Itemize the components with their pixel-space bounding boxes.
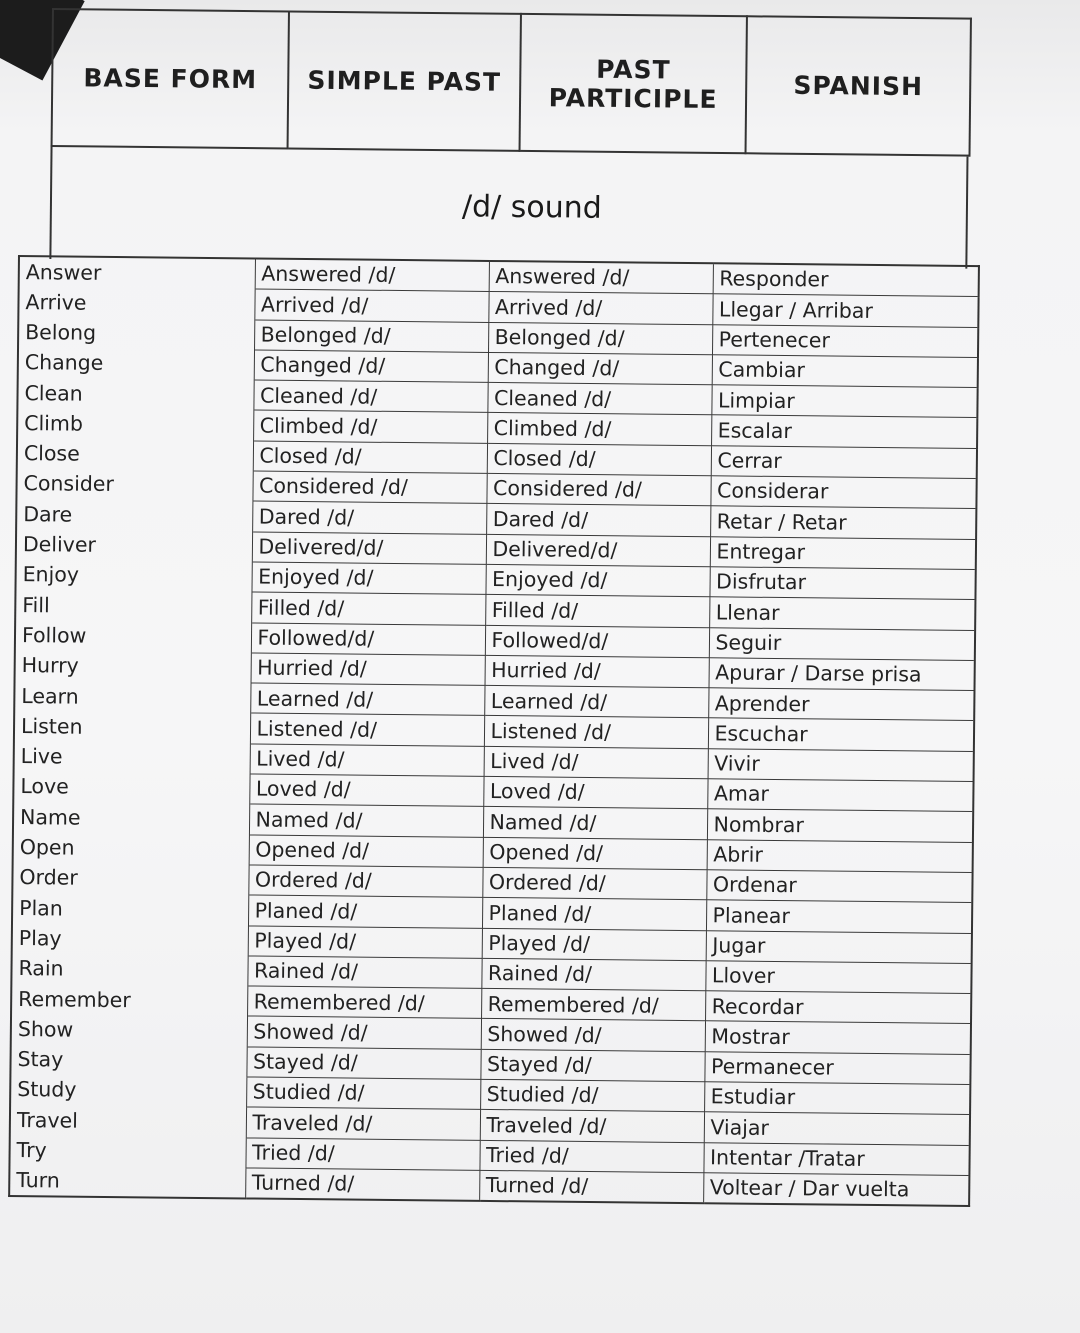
base-form-cell: Follow	[15, 620, 251, 653]
simple-past-cell: Listened /d/	[250, 713, 484, 746]
simple-past-cell: Hurried /d/	[251, 653, 485, 686]
spanish-cell: Considerar	[710, 476, 976, 509]
base-form-cell: Order	[12, 862, 248, 895]
base-form-cell: Name	[13, 802, 249, 835]
past-participle-cell: Listened /d/	[484, 716, 708, 749]
base-form-cell: Belong	[18, 317, 254, 350]
header-row	[52, 9, 971, 156]
simple-past-cell: Filled /d/	[251, 592, 485, 625]
past-participle-cell: Played /d/	[482, 928, 706, 961]
simple-past-cell: Dared /d/	[252, 501, 486, 534]
past-participle-cell: Lived /d/	[484, 746, 708, 779]
past-participle-cell: Stayed /d/	[480, 1049, 704, 1082]
section-title: /d/ sound	[461, 189, 602, 226]
section-row	[49, 147, 968, 269]
past-participle-cell: Rained /d/	[481, 958, 705, 991]
simple-past-cell: Turned /d/	[245, 1168, 479, 1201]
base-form-cell: Dare	[16, 499, 252, 532]
spanish-cell: Llenar	[709, 597, 975, 630]
spanish-cell: Retar / Retar	[710, 506, 976, 539]
spanish-cell: Limpiar	[711, 385, 977, 418]
base-form-cell: Listen	[14, 711, 250, 744]
header-base-form: BASE FORM	[52, 9, 289, 148]
header-table	[51, 8, 972, 157]
simple-past-cell: Showed /d/	[247, 1016, 481, 1049]
worksheet	[49, 8, 970, 269]
simple-past-cell: Remembered /d/	[247, 986, 481, 1019]
spanish-cell: Aprender	[708, 688, 974, 721]
spanish-cell: Llegar / Arribar	[712, 294, 978, 327]
spanish-cell: Recordar	[705, 991, 971, 1024]
base-form-cell: Open	[13, 832, 249, 865]
spanish-cell: Disfrutar	[709, 567, 975, 600]
simple-past-cell: Tried /d/	[245, 1138, 479, 1171]
simple-past-cell: Closed /d/	[253, 441, 487, 474]
spanish-cell: Pertenecer	[712, 324, 978, 357]
base-form-cell: Answer	[19, 256, 255, 289]
simple-past-cell: Played /d/	[248, 925, 482, 958]
simple-past-cell: Learned /d/	[250, 683, 484, 716]
simple-past-cell: Arrived /d/	[254, 289, 488, 322]
base-form-cell: Rain	[11, 953, 247, 986]
past-participle-cell: Turned /d/	[479, 1170, 703, 1203]
spanish-cell: Mostrar	[705, 1021, 971, 1054]
base-form-cell: Close	[17, 438, 253, 471]
past-participle-cell: Learned /d/	[484, 686, 708, 719]
base-form-cell: Plan	[12, 893, 248, 926]
spanish-cell: Llover	[705, 961, 971, 994]
past-participle-cell: Enjoyed /d/	[485, 564, 709, 597]
simple-past-cell: Rained /d/	[247, 956, 481, 989]
simple-past-cell: Enjoyed /d/	[251, 562, 485, 595]
base-form-cell: Clean	[17, 378, 253, 411]
past-participle-cell: Opened /d/	[483, 837, 707, 870]
past-participle-cell: Considered /d/	[486, 473, 710, 506]
spanish-cell: Cerrar	[711, 446, 977, 479]
spanish-cell: Ordenar	[706, 870, 972, 903]
spanish-cell: Jugar	[706, 930, 972, 963]
base-form-cell: Change	[18, 347, 254, 380]
past-participle-cell: Studied /d/	[480, 1079, 704, 1112]
past-participle-cell: Tried /d/	[479, 1140, 703, 1173]
base-form-cell: Study	[10, 1074, 246, 1107]
past-participle-cell: Remembered /d/	[481, 989, 705, 1022]
past-participle-cell: Answered /d/	[489, 261, 713, 294]
simple-past-cell: Answered /d/	[255, 258, 489, 291]
base-form-cell: Turn	[9, 1165, 245, 1198]
past-participle-cell: Loved /d/	[483, 776, 707, 809]
simple-past-cell: Named /d/	[249, 804, 483, 837]
base-form-cell: Remember	[11, 984, 247, 1017]
spanish-cell: Entregar	[710, 536, 976, 569]
spanish-cell: Planear	[706, 900, 972, 933]
simple-past-cell: Loved /d/	[249, 774, 483, 807]
past-participle-cell: Traveled /d/	[480, 1110, 704, 1143]
simple-past-cell: Climbed /d/	[253, 410, 487, 443]
simple-past-cell: Stayed /d/	[246, 1047, 480, 1080]
header-spanish: SPANISH	[746, 16, 971, 155]
base-form-cell: Learn	[14, 681, 250, 714]
past-participle-cell: Planed /d/	[482, 898, 706, 931]
past-participle-cell: Cleaned /d/	[487, 383, 711, 416]
verb-table	[8, 255, 980, 1207]
past-participle-cell: Delivered/d/	[486, 534, 710, 567]
simple-past-cell: Followed/d/	[251, 623, 485, 656]
spanish-cell: Abrir	[707, 839, 973, 872]
base-form-cell: Play	[12, 923, 248, 956]
base-form-cell: Fill	[15, 590, 251, 623]
base-form-cell: Stay	[10, 1044, 246, 1077]
spanish-cell: Cambiar	[712, 355, 978, 388]
base-form-cell: Travel	[10, 1105, 246, 1138]
spanish-cell: Vivir	[708, 749, 974, 782]
base-form-cell: Show	[11, 1014, 247, 1047]
base-form-cell: Try	[9, 1135, 245, 1168]
simple-past-cell: Studied /d/	[246, 1077, 480, 1110]
base-form-cell: Enjoy	[15, 559, 251, 592]
past-participle-cell: Named /d/	[483, 807, 707, 840]
header-simple-past: SIMPLE PAST	[288, 11, 521, 150]
spanish-cell: Permanecer	[704, 1051, 970, 1084]
header-past-participle: PAST PARTICIPLE	[520, 14, 747, 153]
spanish-cell: Amar	[707, 779, 973, 812]
simple-past-cell: Belonged /d/	[254, 320, 488, 353]
simple-past-cell: Delivered/d/	[252, 532, 486, 565]
past-participle-cell: Followed/d/	[485, 625, 709, 658]
past-participle-cell: Arrived /d/	[488, 292, 712, 325]
past-participle-cell: Filled /d/	[485, 595, 709, 628]
simple-past-cell: Cleaned /d/	[253, 380, 487, 413]
simple-past-cell: Traveled /d/	[246, 1107, 480, 1140]
spanish-cell: Viajar	[704, 1112, 970, 1145]
past-participle-cell: Climbed /d/	[487, 413, 711, 446]
base-form-cell: Climb	[17, 408, 253, 441]
spanish-cell: Responder	[713, 263, 979, 297]
past-participle-cell: Hurried /d/	[485, 655, 709, 688]
past-participle-cell: Changed /d/	[488, 352, 712, 385]
simple-past-cell: Opened /d/	[249, 835, 483, 868]
spanish-cell: Estudiar	[704, 1082, 970, 1115]
past-participle-cell: Dared /d/	[486, 504, 710, 537]
spanish-cell: Nombrar	[707, 809, 973, 842]
spanish-cell: Escalar	[711, 415, 977, 448]
spanish-cell: Voltear / Dar vuelta	[703, 1173, 969, 1207]
base-form-cell: Love	[13, 772, 249, 805]
base-form-cell: Arrive	[18, 287, 254, 320]
spanish-cell: Intentar /Tratar	[703, 1142, 969, 1175]
simple-past-cell: Planed /d/	[248, 895, 482, 928]
base-form-cell: Live	[14, 741, 250, 774]
spanish-cell: Apurar / Darse prisa	[709, 658, 975, 691]
past-participle-cell: Closed /d/	[487, 443, 711, 476]
spanish-cell: Escuchar	[708, 718, 974, 751]
simple-past-cell: Changed /d/	[254, 350, 488, 383]
simple-past-cell: Lived /d/	[250, 744, 484, 777]
past-participle-cell: Belonged /d/	[488, 322, 712, 355]
simple-past-cell: Ordered /d/	[248, 865, 482, 898]
past-participle-cell: Ordered /d/	[482, 867, 706, 900]
past-participle-cell: Showed /d/	[481, 1019, 705, 1052]
spanish-cell: Seguir	[709, 627, 975, 660]
base-form-cell: Hurry	[15, 650, 251, 683]
base-form-cell: Consider	[16, 469, 252, 502]
base-form-cell: Deliver	[16, 529, 252, 562]
simple-past-cell: Considered /d/	[252, 471, 486, 504]
